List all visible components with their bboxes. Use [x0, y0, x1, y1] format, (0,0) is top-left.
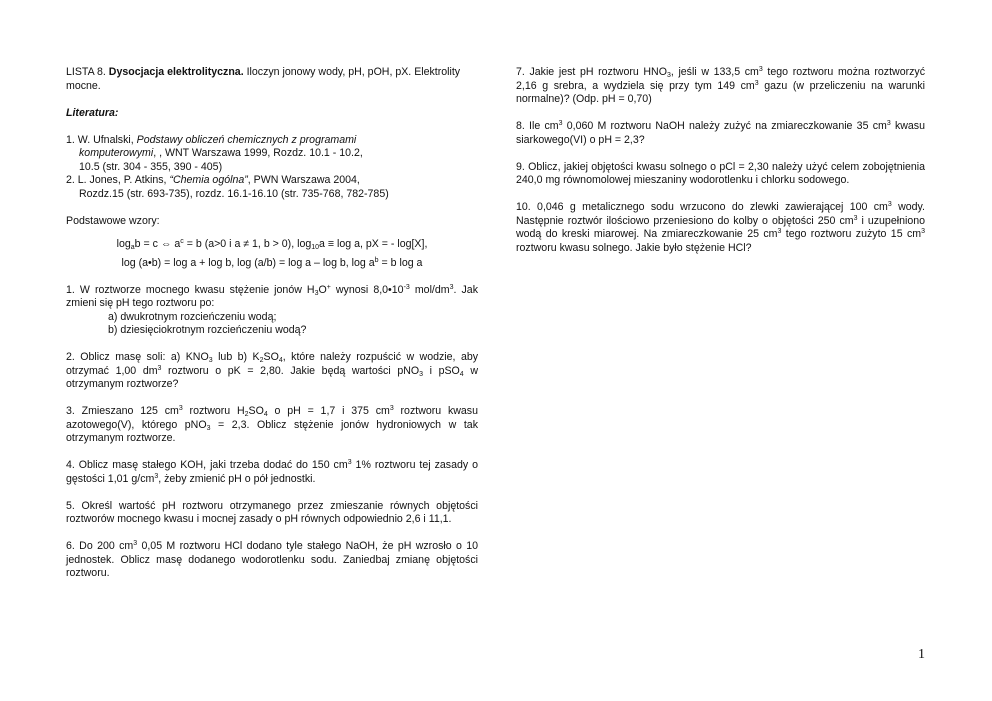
- problem-4: 4. Oblicz masę stałego KOH, jaki trzeba dodać do 150 $cm^3$ 1% roztworu tej zasady o gęstości 1,01 $g/cm^3$, żeby zmienić pH o pół jednostki.: [66, 459, 479, 485]
- formula-line-2: log (a•b) = log a + log b, log (a/b) = log a – log b, $\log a^b = b$ log a: [121, 256, 423, 269]
- left-column: [66, 66, 478, 581]
- reference-1: 1. W. Ufnalski, Podstawy obliczeń chemicznych z programami: [66, 133, 357, 146]
- problem-1-option-a: a) dwukrotnym rozcieńczeniu wodą;: [108, 310, 277, 323]
- literature-heading: Literatura:: [66, 106, 119, 119]
- reference-2: 2. L. Jones, P. Atkins, “Chemia ogólna”, PWN Warszawa 2004,: [66, 174, 360, 186]
- formula-line-1: $\log_ab = c$ ⇔ $a^c = b$ (a>0 i a ≠ 1, b > 0), $\log_{10}a \equiv \log a$, pX = - log[X],: [116, 238, 428, 251]
- problem-1: 1. W roztworze mocnego kwasu stężenie jonów $H_3O^+$ wynosi $8,0•10^{-3}$ mol/$dm^3$. Jak zmieni się pH tego roztworu po: a) dwukrotnym rozcieńczeniu wodą; b) dziesięciokrotnym rozcieńczeniu wodą?: [66, 283, 478, 336]
- page-number: 1: [918, 647, 925, 662]
- problem-10: 10. 0,046 g metalicznego sodu wrzucono do zlewki zawierającej 100 $cm^3$ wody. Następnie roztwór ilościowo przeniesiono do kolby o objętości 250 $cm^3$ i uzupełniono wodą do kreski miarowej. Na zmiareczkowanie 25 $cm^3$ tego roztworu zużyto 15 $cm^3$ roztworu kwasu solnego. Jakie było stężenie HCl?: [516, 201, 925, 254]
- problem-2: 2. Oblicz masę soli: a) $KNO_3$ lub b) $K_2SO_4$, które należy rozpuścić w wodzie, aby otrzymać 1,00 $dm^3$ roztworu o pK = 2,80. Jakie będą wartości pNO$_3$ i pSO$_4$ w otrzymanym roztworze?: [66, 351, 479, 390]
- problem-1-options: [66, 311, 478, 338]
- formulas-heading: Podstawowe wzory:: [66, 214, 160, 227]
- problem-9: 9. Oblicz, jakiej objętości kwasu solnego o pCl = 2,30 należy użyć celem zobojętnienia 240,0 mg równomolowej mieszaniny wodorotlenku i chlorku sodowego.: [516, 160, 925, 186]
- problem-5: 5. Określ wartość pH roztworu otrzymanego przez zmieszanie równych objętości roztworów mocnego kwasu i mocnej zasady o pH równych odpowiednio 2,6 i 11,1.: [66, 499, 478, 525]
- problem-1-option-b: b) dziesięciokrotnym rozcieńczeniu wodą?: [108, 324, 307, 336]
- problem-7: 7. Jakie jest pH roztworu $HNO_3$, jeśli w 133,5 $cm^3$ tego roztworu można roztworzyć 2,16 g srebra, a wydziela się przy tym 149 $cm^3$ gazu (w przeliczeniu na warunki normalne)? (Odp. pH = 0,70): [516, 66, 926, 105]
- header-title: Dysocjacja elektrolityczna.: [108, 66, 244, 78]
- problem-6: 6. Do 200 $cm^3$ 0,05 M roztworu HCl dodano tyle stałego NaOH, że pH wzrosło o 10 jednostek. Oblicz masę dodanego wodorotlenku sodu. Zaniedbaj zmianę objętości roztworu.: [66, 540, 478, 579]
- reference-2-pages: Rozdz.15 (str. 693-735), rozdz. 16.1-16.10 (str. 735-768, 782-785): [79, 187, 389, 200]
- right-column: [516, 66, 925, 255]
- reference-1-cont: komputerowymi, , WNT Warszawa 1999, Rozdz. 10.1 - 10.2,: [79, 147, 363, 159]
- formulas-block: [66, 238, 478, 270]
- list-header: [66, 66, 478, 93]
- header-prefix: LISTA 8.: [66, 66, 109, 78]
- problem-3: 3. Zmieszano 125 $cm^3$ roztworu $H_2SO_4$ o pH = 1,7 i 375 $cm^3$ roztworu kwasu azotowego(V), którego pNO$_3$ = 2,3. Oblicz stężenie jonów hydroniowych w tak otrzymanym roztworze.: [66, 405, 478, 444]
- problem-8: 8. Ile $cm^3$ 0,060 M roztworu NaOH należy zużyć na zmiareczkowanie 35 $cm^3$ kwasu siarkowego(VI) o pH = 2,3?: [516, 120, 925, 146]
- header-subtitle: Iloczyn jonowy wody, pH, pOH, pX. Elektrolity mocne.: [66, 66, 461, 92]
- reference-1-pages: 10.5 (str. 304 - 355, 390 - 405): [79, 160, 223, 173]
- literature-list: [66, 134, 478, 202]
